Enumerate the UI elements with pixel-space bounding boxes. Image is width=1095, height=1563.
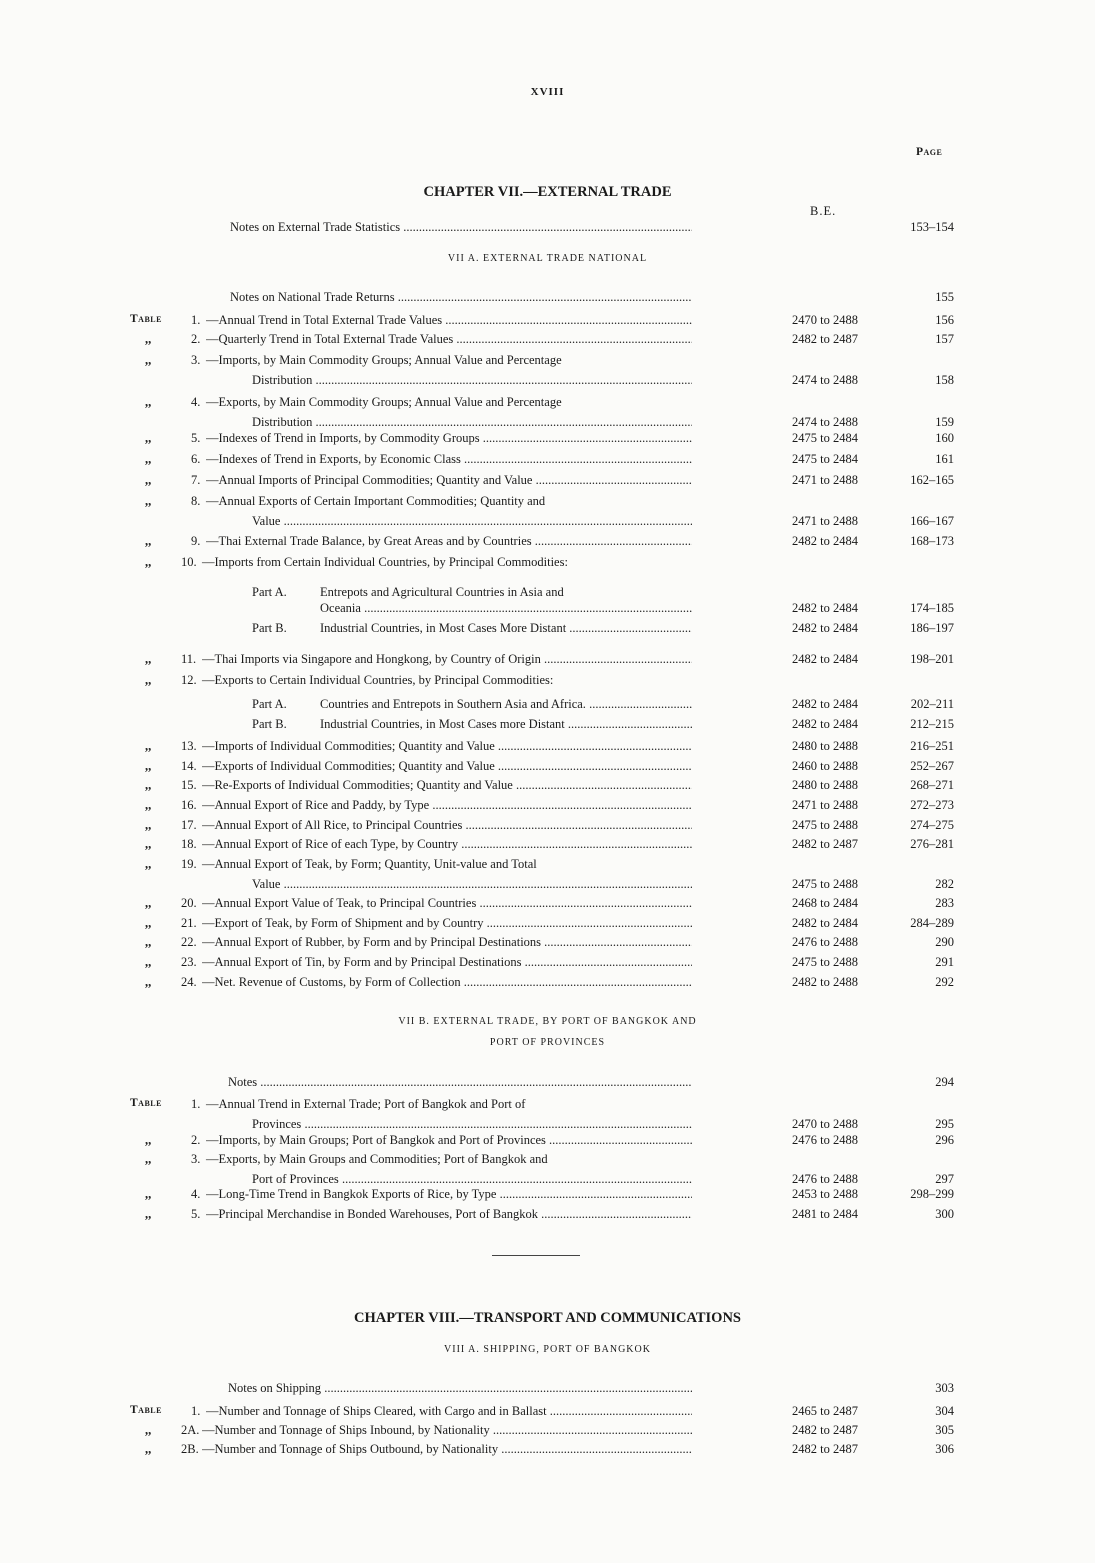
entry-title: —Net. Revenue of Customs, by Form of Collection ..... [202,975,692,990]
table-number: 16. [181,798,197,812]
toc-row [0,1187,1095,1207]
entry-title: —Thai External Trade Balance, by Great Areas and by Countries ..... [206,534,692,549]
page-ref: 158 [935,373,954,387]
page-ref: 202–211 [910,697,954,711]
page-ref: 303 [935,1381,954,1395]
ditto-mark: ,, [145,935,152,949]
table-label: Table [130,313,162,325]
page-ref: 290 [935,935,954,949]
ditto-mark: ,, [145,778,152,792]
ditto-mark: ,, [145,332,152,346]
table-number: 14. [181,759,197,773]
entry-title: —Quarterly Trend in Total External Trade Values ..... [206,332,692,347]
entry-title: Value ..... [252,514,692,529]
table-number: 2. [191,1133,201,1147]
year-range: 2482 to 2484 [792,534,858,548]
table-number: 7. [191,473,201,487]
year-range: 2482 to 2484 [792,621,858,635]
toc-row [0,555,1095,575]
toc-row [0,652,1095,672]
year-range: 2482 to 2487 [792,332,858,346]
toc-row [0,1152,1095,1172]
page-ref: 252–267 [910,759,954,773]
entry-title: —Annual Exports of Certain Important Commodities; Quantity and [206,494,546,508]
entry-title: —Imports from Certain Individual Countries, by Principal Commodities: [202,555,568,569]
ditto-mark: ,, [145,452,152,466]
entry-title: —Annual Trend in Total External Trade Values ..... [206,313,692,328]
page-ref: 160 [935,431,954,445]
table-number: 4. [191,395,201,409]
toc-row [0,494,1095,514]
toc-row [0,935,1095,955]
page-ref: 166–167 [910,514,954,528]
page-ref: 296 [935,1133,954,1147]
year-range: 2481 to 2484 [792,1207,858,1221]
entry-title: —Annual Export Value of Teak, to Principal Countries ..... [202,896,692,911]
entry-title: —Number and Tonnage of Ships Inbound, by Nationality ..... [202,1423,692,1438]
entry-title: Value ..... [252,877,692,892]
table-number: 21. [181,916,197,930]
table-number: 3. [191,353,201,367]
toc-row [0,975,1095,995]
part-label: Part A. [252,697,287,711]
entry-title: Notes ..... [228,1075,692,1090]
year-range: 2482 to 2488 [792,975,858,989]
ditto-mark: ,, [145,975,152,989]
entry-title: —Annual Export of Teak, by Form; Quantity, Unit-value and Total [202,857,537,871]
year-range: 2482 to 2484 [792,652,858,666]
ditto-mark: ,, [145,857,152,871]
entry-title: —Annual Export of Rice and Paddy, by Type ..... [202,798,692,813]
toc-row [0,353,1095,373]
section-title: VII A. EXTERNAL TRADE NATIONAL [447,253,648,264]
entry-title: —Exports to Certain Individual Countries, by Principal Commodities: [202,673,554,687]
year-range: 2482 to 2487 [792,837,858,851]
entry-title: Notes on National Trade Returns ..... [230,290,692,305]
page-ref: 304 [935,1404,954,1418]
entry-title: Distribution ..... [252,373,692,388]
page-ref: 276–281 [910,837,954,851]
page-ref: 291 [935,955,954,969]
table-number: 10. [181,555,197,569]
ditto-mark: ,, [145,1187,152,1201]
chapter-divider [492,1255,580,1256]
year-range: 2453 to 2488 [792,1187,858,1201]
ditto-mark: ,, [145,739,152,753]
toc-row [0,778,1095,798]
table-number: 3. [191,1152,201,1166]
table-label: Table [130,1404,162,1416]
ditto-mark: ,, [145,431,152,445]
toc-row [0,837,1095,857]
page-ref: 155 [935,290,954,304]
part-label: Part B. [252,717,287,731]
entry-title: —Imports, by Main Commodity Groups; Annual Value and Percentage [206,353,562,367]
page-ref: 157 [935,332,954,346]
year-range: 2474 to 2488 [792,373,858,387]
page-ref: 297 [935,1172,954,1186]
table-number: 8. [191,494,201,508]
entry-title: —Long-Time Trend in Bangkok Exports of Rice, by Type ..... [206,1187,692,1202]
year-range: 2460 to 2488 [792,759,858,773]
ditto-mark: ,, [145,837,152,851]
entry-title: —Exports of Individual Commodities; Quantity and Value ..... [202,759,692,774]
ditto-mark: ,, [145,395,152,409]
table-number: 5. [191,1207,201,1221]
year-range: 2471 to 2488 [792,514,858,528]
table-number: 12. [181,673,197,687]
toc-row [0,1133,1095,1153]
section-title: PORT OF PROVINCES [489,1037,606,1048]
page-ref: 292 [935,975,954,989]
year-range: 2476 to 2488 [792,1172,858,1186]
entry-title: —Annual Export of Tin, by Form and by Principal Destinations ..... [202,955,692,970]
entry-title: —Imports of Individual Commodities; Quantity and Value ..... [202,739,692,754]
toc-row [0,473,1095,493]
toc-row [0,896,1095,916]
entry-title: Port of Provinces ..... [252,1172,692,1187]
table-number: 2B. [181,1442,199,1456]
table-number: 20. [181,896,197,910]
year-range: 2475 to 2484 [792,431,858,445]
year-range: 2482 to 2484 [792,717,858,731]
toc-row [0,313,1095,333]
ditto-mark: ,, [145,818,152,832]
entry-title: —Indexes of Trend in Exports, by Economic Class ..... [206,452,692,467]
part-label: Part A. [252,585,287,599]
ditto-mark: ,, [145,652,152,666]
table-number: 2A. [181,1423,200,1437]
table-number: 17. [181,818,197,832]
year-range: 2468 to 2484 [792,896,858,910]
page-ref: 153–154 [910,220,954,234]
toc-row [0,452,1095,472]
toc-row-continuation [0,373,1095,393]
year-range: 2480 to 2488 [792,739,858,753]
year-range: 2474 to 2488 [792,415,858,429]
toc-row [0,395,1095,415]
section-title: VIII A. SHIPPING, PORT OF BANGKOK [444,1344,651,1355]
toc-row [0,1097,1095,1117]
toc-row [0,1442,1095,1462]
page-ref: 159 [935,415,954,429]
toc-row [0,534,1095,554]
table-label: Table [130,1097,162,1109]
toc-part-row [0,717,1095,737]
entry-title: —Exports, by Main Groups and Commodities; Port of Bangkok and [206,1152,548,1166]
page-number: XVIII [530,86,565,98]
toc-row-continuation [0,877,1095,897]
page-ref: 274–275 [910,818,954,832]
year-range: 2482 to 2484 [792,697,858,711]
toc-part-row [0,697,1095,717]
ditto-mark: ,, [145,673,152,687]
page-ref: 161 [935,452,954,466]
toc-row [0,798,1095,818]
year-range: 2476 to 2488 [792,935,858,949]
table-number: 22. [181,935,197,949]
entry-title: Industrial Countries, in Most Cases More Distant ..... [320,621,692,636]
ditto-mark: ,, [145,916,152,930]
page-column-label: Page [916,146,943,158]
table-number: 1. [191,313,201,327]
table-number: 2. [191,332,201,346]
entry-title: —Export of Teak, by Form of Shipment and by Country ..... [202,916,692,931]
toc-row [0,955,1095,975]
year-range: 2470 to 2488 [792,313,858,327]
notes-row [0,1381,1095,1401]
page-ref: 216–251 [910,739,954,753]
table-number: 23. [181,955,197,969]
year-range: 2482 to 2487 [792,1423,858,1437]
year-range: 2470 to 2488 [792,1117,858,1131]
entry-title: —Annual Export of Rubber, by Form and by Principal Destinations ..... [202,935,692,950]
notes-row [0,220,1095,240]
toc-row [0,916,1095,936]
ditto-mark: ,, [145,1133,152,1147]
page-ref: 295 [935,1117,954,1131]
entry-title: —Re-Exports of Individual Commodities; Quantity and Value ..... [202,778,692,793]
toc-row [0,818,1095,838]
entry-title: —Thai Imports via Singapore and Hongkong, by Country of Origin ..... [202,652,692,667]
toc-row [0,739,1095,759]
page-ref: 305 [935,1423,954,1437]
toc-row [0,1404,1095,1424]
page-ref: 283 [935,896,954,910]
page-ref: 212–215 [910,717,954,731]
entry-title: Entrepots and Agricultural Countries in Asia and [320,585,564,599]
toc-row-continuation [0,514,1095,534]
year-range: 2475 to 2488 [792,955,858,969]
table-number: 13. [181,739,197,753]
year-range: 2476 to 2488 [792,1133,858,1147]
page-ref: 162–165 [910,473,954,487]
ditto-mark: ,, [145,955,152,969]
page-ref: 294 [935,1075,954,1089]
page-ref: 298–299 [910,1187,954,1201]
part-label: Part B. [252,621,287,635]
chapter-title: CHAPTER VII.—EXTERNAL TRADE [423,184,672,200]
entry-title: Notes on Shipping ..... [228,1381,692,1396]
table-number: 24. [181,975,197,989]
page-ref: 300 [935,1207,954,1221]
year-range: 2480 to 2488 [792,778,858,792]
toc-row [0,673,1095,693]
table-number: 18. [181,837,197,851]
table-number: 19. [181,857,197,871]
page-ref: 282 [935,877,954,891]
entry-title: —Exports, by Main Commodity Groups; Annual Value and Percentage [206,395,562,409]
entry-title: —Principal Merchandise in Bonded Warehouses, Port of Bangkok ..... [206,1207,692,1222]
year-range: 2482 to 2487 [792,1442,858,1456]
page-ref: 168–173 [910,534,954,548]
entry-title: Distribution ..... [252,415,692,430]
toc-row [0,431,1095,451]
ditto-mark: ,, [145,1423,152,1437]
entry-title: —Annual Trend in External Trade; Port of Bangkok and Port of [206,1097,526,1111]
entry-title: Countries and Entrepots in Southern Asia and Africa. ..... [320,697,692,712]
notes-row [0,290,1095,310]
year-range: 2465 to 2487 [792,1404,858,1418]
ditto-mark: ,, [145,555,152,569]
be-label: B.E. [810,204,837,218]
table-number: 1. [191,1404,201,1418]
chapter-title: CHAPTER VIII.—TRANSPORT AND COMMUNICATIONS [353,1310,741,1326]
toc-part-continuation [0,601,1095,621]
entry-title: —Imports, by Main Groups; Port of Bangkok and Port of Provinces ..... [206,1133,692,1148]
year-range: 2475 to 2484 [792,452,858,466]
entry-title: —Annual Export of Rice of each Type, by Country ..... [202,837,692,852]
table-number: 11. [181,652,197,666]
page-ref: 186–197 [910,621,954,635]
ditto-mark: ,, [145,1207,152,1221]
ditto-mark: ,, [145,353,152,367]
toc-row [0,332,1095,352]
year-range: 2471 to 2488 [792,473,858,487]
page-ref: 272–273 [910,798,954,812]
table-number: 4. [191,1187,201,1201]
year-range: 2482 to 2484 [792,601,858,615]
page-ref: 268–271 [910,778,954,792]
page-ref: 284–289 [910,916,954,930]
table-number: 5. [191,431,201,445]
toc-row [0,857,1095,877]
page-ref: 156 [935,313,954,327]
ditto-mark: ,, [145,1442,152,1456]
entry-title: Oceania ..... [320,601,692,616]
table-number: 9. [191,534,201,548]
toc-part-row [0,621,1095,641]
entry-title: —Number and Tonnage of Ships Cleared, with Cargo and in Ballast ..... [206,1404,692,1419]
year-range: 2482 to 2484 [792,916,858,930]
ditto-mark: ,, [145,798,152,812]
toc-row [0,1423,1095,1443]
entry-title: Provinces ..... [252,1117,692,1132]
section-title: VII B. EXTERNAL TRADE, BY PORT OF BANGKOK AND [398,1016,697,1027]
toc-row [0,1207,1095,1227]
page-ref: 306 [935,1442,954,1456]
year-range: 2471 to 2488 [792,798,858,812]
year-range: 2475 to 2488 [792,877,858,891]
entry-title: —Annual Imports of Principal Commodities; Quantity and Value ..... [206,473,692,488]
notes-row [0,1075,1095,1095]
year-range: 2475 to 2488 [792,818,858,832]
entry-title: Notes on External Trade Statistics ..... [230,220,692,235]
table-number: 1. [191,1097,201,1111]
entry-title: Industrial Countries, in Most Cases more Distant ..... [320,717,692,732]
entry-title: —Indexes of Trend in Imports, by Commodity Groups ..... [206,431,692,446]
entry-title: —Number and Tonnage of Ships Outbound, by Nationality ..... [202,1442,692,1457]
page-ref: 198–201 [910,652,954,666]
page-ref: 174–185 [910,601,954,615]
toc-row [0,759,1095,779]
ditto-mark: ,, [145,494,152,508]
table-number: 6. [191,452,201,466]
ditto-mark: ,, [145,1152,152,1166]
ditto-mark: ,, [145,759,152,773]
entry-title: —Annual Export of All Rice, to Principal Countries ..... [202,818,692,833]
table-number: 15. [181,778,197,792]
ditto-mark: ,, [145,473,152,487]
ditto-mark: ,, [145,896,152,910]
ditto-mark: ,, [145,534,152,548]
